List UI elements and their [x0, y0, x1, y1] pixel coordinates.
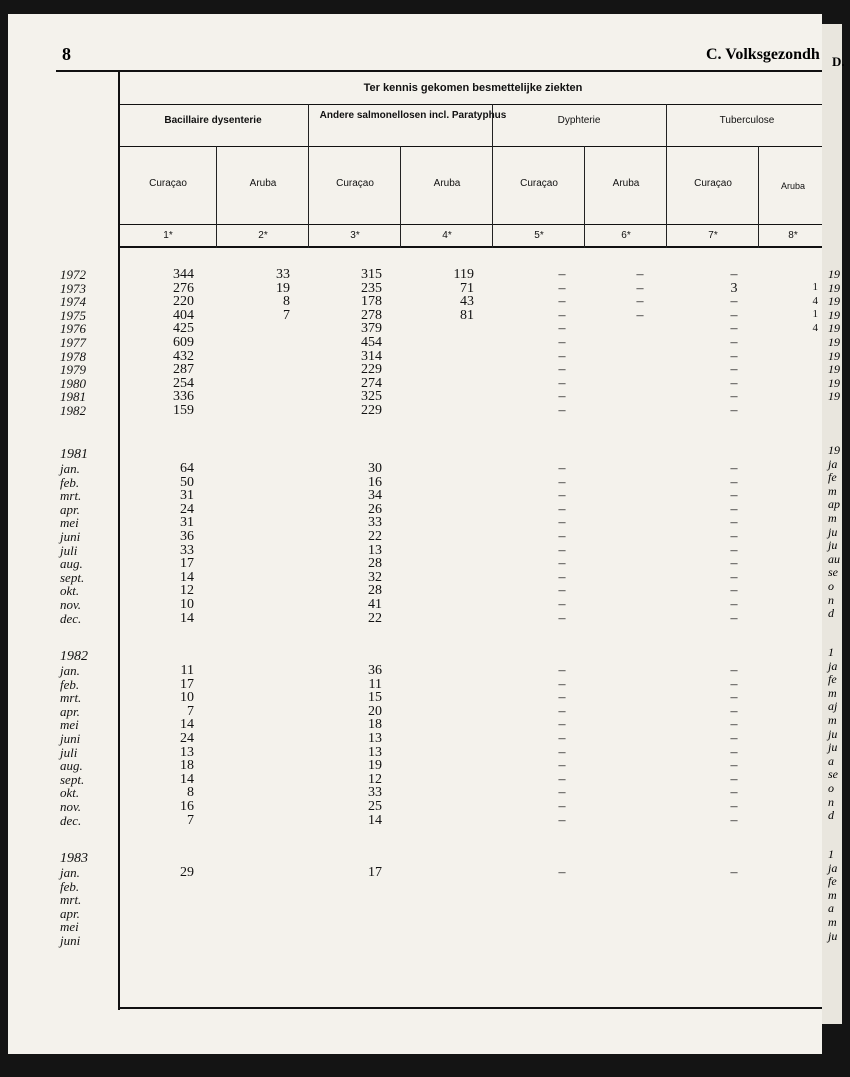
stub-rule	[118, 70, 120, 1010]
cell-salmonellosen-curacao: 315	[361, 267, 382, 282]
cell-salmonellosen-curacao: 34	[368, 488, 382, 504]
cell-dyphterie-curacao: –	[558, 676, 566, 692]
cell-bacillaire-curacao: 10	[180, 597, 194, 612]
block-year-label: 1982	[60, 649, 88, 664]
month-label: sept.	[60, 771, 85, 787]
column-number-1: 1*	[163, 230, 173, 241]
cell-bacillaire-curacao: 17	[180, 556, 194, 572]
group-heading-dysenterie: Bacillaire dysenterie	[164, 115, 262, 126]
cell-salmonellosen-curacao: 22	[368, 529, 382, 544]
month-label: jan.	[60, 461, 80, 476]
cell-bacillaire-curacao: 36	[180, 529, 194, 544]
cell-dyphterie-curacao: –	[558, 501, 566, 517]
cell-dyphterie-aruba: –	[636, 307, 644, 323]
column-number-7: 7*	[708, 230, 718, 241]
group-heading-tuberculose: Tuberculose	[719, 115, 775, 126]
month-label: juni	[60, 529, 81, 544]
bottom-rule	[118, 1007, 828, 1009]
cell-bacillaire-curacao: 13	[180, 744, 194, 760]
cell-salmonellosen-curacao: 26	[368, 501, 382, 517]
cell-dyphterie-curacao: –	[558, 569, 566, 585]
month-label: mrt.	[60, 892, 82, 908]
next-page-fragment: a	[828, 753, 834, 768]
month-label: mrt.	[60, 690, 82, 706]
next-page-head: D.	[832, 54, 845, 69]
next-page-fragment: 19	[828, 335, 840, 349]
next-page-fragment: m	[828, 915, 837, 929]
month-label: okt.	[60, 785, 80, 801]
cell-bacillaire-curacao: 287	[173, 362, 194, 378]
col-rule	[492, 104, 493, 248]
cell-bacillaire-curacao: 336	[173, 389, 194, 405]
next-page-fragment: 19	[828, 443, 840, 457]
page-number: 8	[62, 44, 71, 64]
cell-tuberculose-curacao: –	[730, 474, 738, 490]
next-page-fragment: ju	[828, 740, 838, 755]
cell-salmonellosen-aruba: 119	[453, 267, 474, 282]
year-label: 1975	[60, 307, 86, 323]
cell-bacillaire-curacao: 8	[187, 785, 194, 801]
next-page-fragment: n	[828, 592, 834, 607]
cell-tuberculose-curacao: –	[730, 501, 738, 517]
cell-tuberculose-curacao: –	[730, 403, 738, 418]
next-page-fragment: 19	[828, 362, 840, 377]
cell-bacillaire-aruba: 33	[276, 267, 290, 282]
cell-bacillaire-curacao: 609	[173, 335, 194, 350]
cell-salmonellosen-curacao: 278	[361, 307, 382, 323]
cell-bacillaire-curacao: 64	[180, 461, 194, 476]
next-page-fragment: ju	[828, 928, 838, 943]
cell-tuberculose-curacao: –	[730, 663, 738, 678]
cell-salmonellosen-curacao: 379	[361, 321, 382, 337]
next-page-fragment: m	[828, 887, 837, 902]
cell-dyphterie-curacao: –	[558, 717, 566, 733]
next-page-fragment: se	[828, 767, 838, 782]
cell-salmonellosen-aruba: 71	[460, 280, 474, 296]
cell-salmonellosen-curacao: 229	[361, 403, 382, 418]
cell-salmonellosen-curacao: 15	[368, 690, 382, 706]
cell-tuberculose-curacao: –	[730, 690, 738, 706]
next-page-fragment: 19	[828, 307, 840, 322]
cell-bacillaire-curacao: 254	[173, 375, 194, 391]
cell-salmonellosen-curacao: 28	[368, 583, 382, 599]
cell-dyphterie-curacao: –	[558, 294, 566, 310]
cell-salmonellosen-curacao: 18	[368, 717, 382, 733]
cell-tuberculose-curacao: –	[730, 758, 738, 774]
col-rule	[216, 146, 217, 248]
cell-tuberculose-curacao: 3	[730, 280, 738, 296]
cell-dyphterie-curacao: –	[558, 461, 566, 476]
cell-dyphterie-curacao: –	[558, 731, 566, 746]
column-number-4: 4*	[442, 230, 452, 241]
month-label: okt.	[60, 583, 80, 599]
subcolumn-3: Curaçao	[336, 178, 374, 189]
next-page-fragment: 1	[828, 645, 834, 659]
next-page-fragment: fe	[828, 672, 837, 687]
cell-dyphterie-curacao: –	[558, 403, 566, 418]
cell-salmonellosen-curacao: 22	[368, 610, 382, 626]
next-page-fragment: o	[828, 579, 834, 593]
cell-tuberculose-curacao: –	[730, 461, 738, 476]
next-page-fragment: d	[828, 606, 834, 621]
month-label: mei	[60, 515, 79, 531]
cell-tuberculose-curacao: –	[730, 267, 738, 282]
cell-dyphterie-curacao: –	[558, 663, 566, 678]
month-label: mrt.	[60, 488, 82, 504]
cell-bacillaire-curacao: 18	[180, 758, 194, 774]
cell-bacillaire-curacao: 24	[180, 501, 194, 517]
cell-dyphterie-curacao: –	[558, 785, 566, 801]
subcolumn-2: Aruba	[249, 178, 277, 189]
cell-dyphterie-curacao: –	[558, 348, 566, 364]
cell-dyphterie-curacao: –	[558, 583, 566, 599]
cell-dyphterie-curacao: –	[558, 267, 566, 282]
cell-bacillaire-aruba: 8	[283, 294, 290, 310]
cell-salmonellosen-curacao: 19	[368, 758, 382, 774]
cell-tuberculose-curacao: –	[730, 556, 738, 572]
cell-salmonellosen-curacao: 314	[361, 348, 382, 364]
cell-tuberculose-curacao: –	[730, 294, 738, 310]
next-page-fragment: fe	[828, 470, 837, 485]
cell-bacillaire-curacao: 16	[180, 799, 194, 814]
cell-salmonellosen-curacao: 325	[361, 389, 382, 405]
cell-salmonellosen-curacao: 33	[368, 785, 382, 801]
month-label: jan.	[60, 663, 80, 678]
block-year-label: 1983	[60, 851, 88, 866]
next-page-fragment: ju	[828, 726, 838, 741]
cell-dyphterie-curacao: –	[558, 758, 566, 774]
cell-bacillaire-curacao: 14	[180, 610, 194, 626]
cell-tuberculose-curacao: –	[730, 389, 738, 405]
cell-dyphterie-curacao: –	[558, 610, 566, 626]
cell-bacillaire-curacao: 11	[180, 663, 194, 678]
group-heading-dyphterie: Dyphterie	[557, 115, 601, 126]
adjacent-page-edge	[822, 24, 845, 1024]
cell-tuberculose-curacao: –	[730, 703, 738, 719]
next-page-fragment: aj	[828, 699, 838, 714]
next-page-fragment: a	[828, 901, 834, 916]
next-page-fragment: ja	[828, 456, 838, 471]
next-page-fragment: ja	[828, 860, 838, 875]
cell-bacillaire-curacao: 425	[173, 321, 194, 337]
cell-tuberculose-curacao: –	[730, 676, 738, 692]
cell-dyphterie-curacao: –	[558, 597, 566, 612]
cell-tuberculose-curacao: –	[730, 488, 738, 504]
cell-dyphterie-curacao: –	[558, 280, 566, 296]
cell-dyphterie-aruba: –	[636, 280, 644, 296]
cell-tuberculose-curacao: –	[730, 717, 738, 733]
next-page-fragment: 19	[828, 375, 840, 390]
month-label: jan.	[60, 865, 80, 880]
month-label: sept.	[60, 569, 85, 585]
cell-tuberculose-curacao: –	[730, 799, 738, 814]
cell-dyphterie-curacao: –	[558, 474, 566, 490]
month-label: feb.	[60, 474, 80, 490]
cell-bacillaire-curacao: 404	[173, 307, 194, 323]
cell-bacillaire-curacao: 24	[180, 731, 194, 746]
column-number-3: 3*	[350, 230, 360, 241]
next-page-fragment: se	[828, 565, 838, 580]
group-heading-salmonellosen: Andere salmonellosen incl. Paratyphus	[319, 110, 507, 121]
cell-dyphterie-curacao: –	[558, 744, 566, 760]
header-rule-2	[118, 146, 828, 147]
month-label: juni	[60, 731, 81, 746]
year-label: 1982	[60, 403, 86, 418]
cell-salmonellosen-curacao: 32	[368, 569, 382, 585]
year-label: 1973	[60, 280, 86, 296]
year-label: 1981	[60, 389, 86, 405]
cell-salmonellosen-aruba: 43	[460, 294, 474, 310]
cell-salmonellosen-curacao: 178	[361, 294, 382, 310]
header-rule-3	[118, 224, 828, 225]
year-label: 1979	[60, 362, 86, 378]
cell-tuberculose-curacao: –	[730, 321, 738, 337]
next-page-fragment: m	[828, 483, 837, 498]
cell-dyphterie-curacao: –	[558, 542, 566, 558]
month-label: feb.	[60, 878, 80, 894]
next-page-fragment: 19	[828, 294, 840, 309]
month-label: apr.	[60, 501, 80, 517]
cell-tuberculose-curacao: –	[730, 610, 738, 626]
next-page-fragment: 19	[828, 267, 840, 281]
cell-salmonellosen-curacao: 229	[361, 362, 382, 378]
cell-dyphterie-curacao: –	[558, 321, 566, 337]
cell-bacillaire-aruba: 19	[276, 280, 290, 296]
month-label: dec.	[60, 812, 82, 828]
month-label: nov.	[60, 799, 82, 814]
cell-bacillaire-curacao: 159	[173, 403, 194, 418]
cell-salmonellosen-aruba: 81	[460, 307, 474, 323]
col-rule	[584, 146, 585, 248]
col-rule	[666, 104, 667, 248]
cell-bacillaire-curacao: 50	[180, 474, 194, 490]
month-label: juli	[60, 542, 78, 558]
cell-tuberculose-curacao: –	[730, 583, 738, 599]
cell-salmonellosen-curacao: 274	[361, 375, 382, 391]
cell-salmonellosen-curacao: 30	[368, 461, 382, 476]
col-rule	[308, 104, 309, 248]
month-label: aug.	[60, 556, 83, 572]
cell-dyphterie-curacao: –	[558, 799, 566, 814]
cell-tuberculose-curacao: –	[730, 812, 738, 828]
cell-salmonellosen-curacao: 13	[368, 731, 382, 746]
cell-salmonellosen-curacao: 11	[368, 676, 382, 692]
cell-dyphterie-curacao: –	[558, 335, 566, 350]
cell-dyphterie-aruba: –	[636, 267, 644, 282]
cell-salmonellosen-curacao: 14	[368, 812, 382, 828]
cell-bacillaire-curacao: 29	[180, 865, 194, 880]
cell-tuberculose-curacao: –	[730, 569, 738, 585]
cell-dyphterie-curacao: –	[558, 307, 566, 323]
header-rule-1	[118, 104, 828, 105]
year-label: 1978	[60, 348, 86, 364]
next-page-fragment: o	[828, 781, 834, 795]
month-label: apr.	[60, 905, 80, 921]
col-rule	[758, 146, 759, 248]
next-page-fragment: 19	[828, 389, 840, 404]
year-label: 1976	[60, 321, 86, 337]
cell-dyphterie-curacao: –	[558, 488, 566, 504]
cell-tuberculose-curacao: –	[730, 375, 738, 391]
cell-tuberculose-aruba: 4	[812, 294, 818, 307]
next-page-fragment: m	[828, 713, 837, 727]
year-label: 1977	[60, 335, 86, 350]
cell-tuberculose-curacao: –	[730, 362, 738, 378]
cell-bacillaire-curacao: 14	[180, 771, 194, 787]
cell-dyphterie-curacao: –	[558, 529, 566, 544]
cell-dyphterie-curacao: –	[558, 812, 566, 828]
month-label: feb.	[60, 676, 80, 692]
next-page-fragment: m	[828, 685, 837, 700]
cell-bacillaire-curacao: 7	[187, 703, 194, 719]
cell-salmonellosen-curacao: 20	[368, 703, 382, 719]
cell-salmonellosen-curacao: 36	[368, 663, 382, 678]
cell-tuberculose-aruba: 1	[812, 281, 818, 293]
month-label: apr.	[60, 703, 80, 719]
next-page-fragment: ap	[828, 497, 840, 512]
cell-salmonellosen-curacao: 13	[368, 542, 382, 558]
cell-bacillaire-curacao: 10	[180, 690, 194, 706]
cell-salmonellosen-curacao: 41	[368, 597, 382, 612]
cell-bacillaire-curacao: 7	[187, 812, 194, 828]
cell-salmonellosen-curacao: 33	[368, 515, 382, 531]
cell-dyphterie-curacao: –	[558, 389, 566, 405]
cell-tuberculose-curacao: –	[730, 731, 738, 746]
month-label: juli	[60, 744, 78, 760]
year-label: 1974	[60, 294, 86, 310]
top-rule	[56, 70, 826, 72]
cell-tuberculose-curacao: –	[730, 542, 738, 558]
next-page-fragment: d	[828, 808, 834, 823]
header-rule-4	[118, 246, 828, 248]
next-page-fragment: 19	[828, 321, 840, 336]
table-main-heading: Ter kennis gekomen besmettelijke ziekten	[363, 82, 583, 94]
cell-bacillaire-aruba: 7	[283, 307, 290, 323]
month-label: mei	[60, 717, 79, 733]
cell-salmonellosen-curacao: 25	[368, 799, 382, 814]
cell-salmonellosen-curacao: 12	[368, 771, 382, 787]
cell-bacillaire-curacao: 14	[180, 569, 194, 585]
subcolumn-7: Curaçao	[694, 178, 732, 189]
cell-dyphterie-curacao: –	[558, 556, 566, 572]
cell-dyphterie-curacao: –	[558, 771, 566, 787]
subcolumn-4: Aruba	[433, 178, 461, 189]
month-label: nov.	[60, 597, 82, 612]
next-page-fragment: 1	[828, 847, 834, 861]
next-page-fragment: 19	[828, 280, 840, 295]
cell-dyphterie-curacao: –	[558, 690, 566, 706]
next-page-fragment: au	[828, 551, 840, 566]
cell-tuberculose-aruba: 4	[812, 321, 818, 334]
cell-tuberculose-curacao: –	[730, 771, 738, 787]
month-label: mei	[60, 919, 79, 935]
next-page-fragment: ja	[828, 658, 838, 673]
subcolumn-6: Aruba	[612, 178, 640, 189]
cell-dyphterie-curacao: –	[558, 865, 566, 880]
year-label: 1972	[60, 267, 86, 282]
document-page	[8, 14, 822, 1054]
cell-tuberculose-curacao: –	[730, 597, 738, 612]
subcolumn-1: Curaçao	[149, 178, 187, 189]
cell-bacillaire-curacao: 17	[180, 676, 194, 692]
next-page-fragment: n	[828, 794, 834, 809]
cell-tuberculose-curacao: –	[730, 529, 738, 544]
cell-bacillaire-curacao: 220	[173, 294, 194, 310]
cell-tuberculose-curacao: –	[730, 785, 738, 801]
cell-tuberculose-curacao: –	[730, 348, 738, 364]
col-rule	[400, 146, 401, 248]
year-label: 1980	[60, 375, 86, 391]
cell-dyphterie-curacao: –	[558, 362, 566, 378]
cell-bacillaire-curacao: 33	[180, 542, 194, 558]
next-page-fragment: fe	[828, 874, 837, 889]
block-year-label: 1981	[60, 447, 88, 462]
next-page-fragment: ju	[828, 524, 838, 539]
cell-tuberculose-curacao: –	[730, 335, 738, 350]
cell-bacillaire-curacao: 344	[173, 267, 194, 282]
cell-tuberculose-aruba: 1	[812, 308, 818, 321]
cell-salmonellosen-curacao: 17	[368, 865, 382, 880]
month-label: dec.	[60, 610, 82, 626]
cell-tuberculose-curacao: –	[730, 515, 738, 531]
column-number-6: 6*	[621, 230, 631, 241]
cell-tuberculose-curacao: –	[730, 307, 738, 323]
next-page-fragment: ju	[828, 538, 838, 553]
cell-salmonellosen-curacao: 28	[368, 556, 382, 572]
cell-dyphterie-curacao: –	[558, 703, 566, 719]
cell-tuberculose-curacao: –	[730, 744, 738, 760]
cell-salmonellosen-curacao: 13	[368, 744, 382, 760]
cell-salmonellosen-curacao: 16	[368, 474, 382, 490]
cell-bacillaire-curacao: 432	[173, 348, 194, 364]
cell-salmonellosen-curacao: 235	[361, 280, 382, 296]
cell-dyphterie-curacao: –	[558, 375, 566, 391]
cell-salmonellosen-curacao: 454	[361, 335, 382, 350]
cell-bacillaire-curacao: 14	[180, 717, 194, 733]
cell-bacillaire-curacao: 276	[173, 280, 194, 296]
column-number-5: 5*	[534, 230, 544, 241]
cell-bacillaire-curacao: 31	[180, 488, 194, 504]
cell-dyphterie-aruba: –	[636, 294, 644, 310]
column-number-8: 8*	[788, 230, 798, 241]
cell-tuberculose-curacao: –	[730, 865, 738, 880]
next-page-fragment: 19	[828, 348, 840, 363]
subcolumn-8: Aruba	[780, 181, 806, 191]
month-label: aug.	[60, 758, 83, 774]
column-number-2: 2*	[258, 230, 268, 241]
month-label: juni	[60, 933, 81, 948]
running-head: C. Volksgezondh	[706, 46, 820, 63]
cell-dyphterie-curacao: –	[558, 515, 566, 531]
subcolumn-5: Curaçao	[520, 178, 558, 189]
cell-bacillaire-curacao: 12	[180, 583, 194, 599]
next-page-fragment: m	[828, 511, 837, 525]
cell-bacillaire-curacao: 31	[180, 515, 194, 531]
